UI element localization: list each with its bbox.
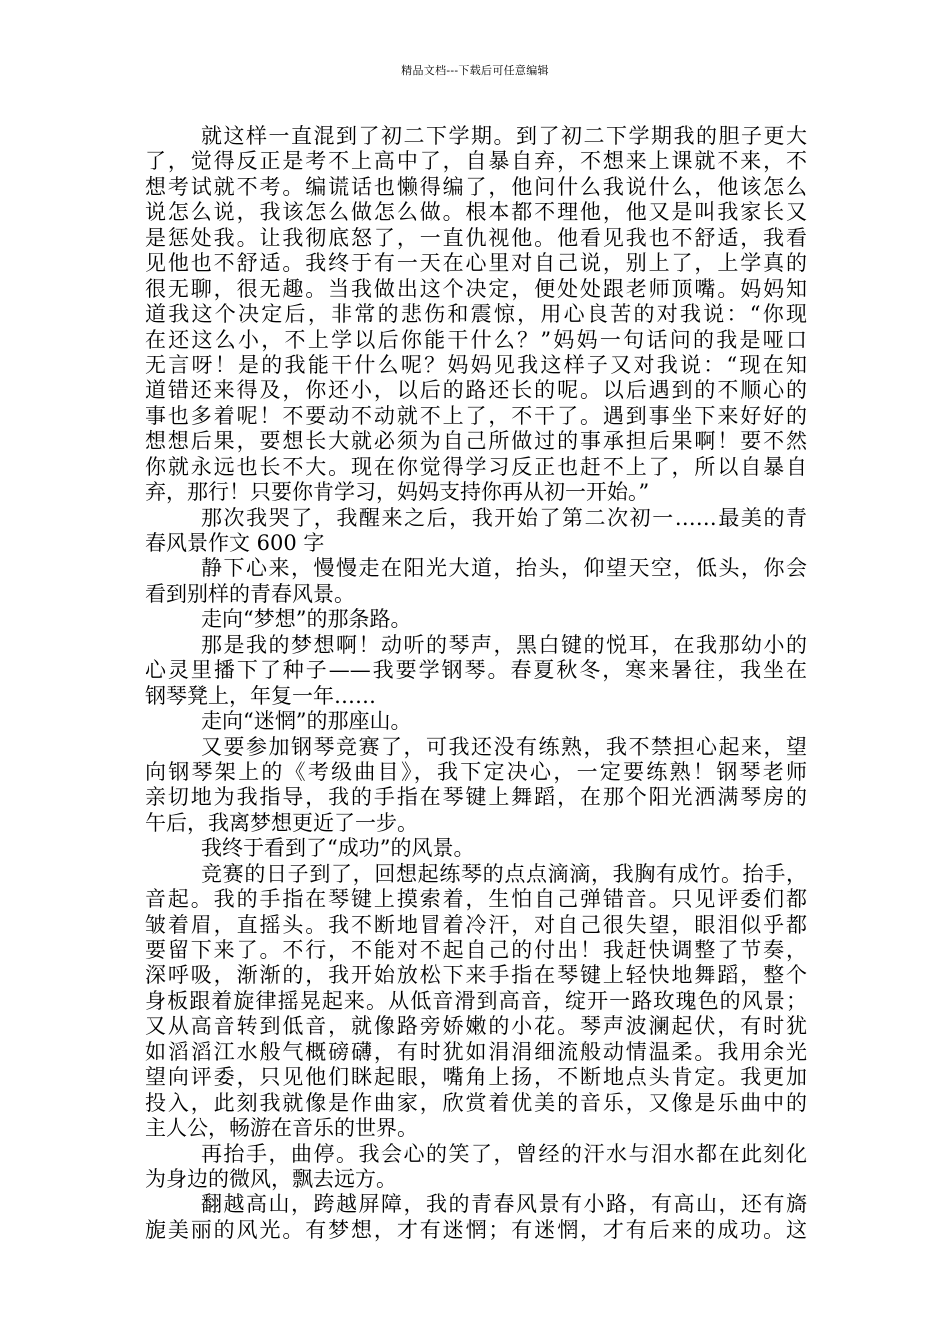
text-line: 又从高音转到低音，就像路旁娇嫩的小花。琴声波澜起伏，有时犹 <box>145 1014 807 1039</box>
text-line: 深呼吸，渐渐的，我开始放松下来手指在琴键上轻快地舞蹈，整个 <box>145 963 807 988</box>
text-line: 身板跟着旋律摇晃起来。从低音滑到高音，绽开一路玫瑰色的风景； <box>145 988 807 1013</box>
text-line: 翻越高山，跨越屏障，我的青春风景有小路，有高山，还有旖 <box>201 1192 807 1217</box>
text-line: 走向“梦想”的那条路。 <box>201 607 412 632</box>
text-line: 午后，我离梦想更近了一步。 <box>145 810 418 835</box>
text-line: 再抬手，曲停。我会心的笑了，曾经的汗水与泪水都在此刻化 <box>201 1141 807 1166</box>
text-line: 弃，那行！只要你肯学习，妈妈支持你再从初一开始。” <box>145 480 650 505</box>
text-line: 又要参加钢琴竞赛了，可我还没有练熟，我不禁担心起来，望 <box>201 734 807 759</box>
text-line: 向钢琴架上的《考级曲目》，我下定决心，一定要练熟！钢琴老师 <box>145 759 807 784</box>
paragraph <box>145 506 807 557</box>
text-line: 无言呀！是的我能干什么呢？妈妈见我这样子又对我说：“现在知 <box>145 352 807 377</box>
text-line: 就这样一直混到了初二下学期。到了初二下学期我的胆子更大 <box>201 124 807 148</box>
text-line: 如滔滔江水般气概磅礴，有时犹如涓涓细流般动情温柔。我用余光 <box>145 1039 807 1064</box>
text-line: 投入，此刻我就像是作曲家，欣赏着优美的音乐，又像是乐曲中的 <box>145 1090 807 1115</box>
paragraph <box>145 836 807 861</box>
text-line: 事也多着呢！不要动不动就不上了，不干了。遇到事坐下来好好的 <box>145 403 807 428</box>
page-header: 精品文档---下载后可任意编辑 <box>401 64 549 77</box>
text-line: 主人公，畅游在音乐的世界。 <box>145 1116 418 1141</box>
text-line: 很无聊，很无趣。当我做出这个决定，便处处跟老师顶嘴。妈妈知 <box>145 276 807 301</box>
text-line: 看到别样的青春风景。 <box>145 581 355 606</box>
text-line: 想想后果，要想长大就必须为自己所做过的事承担后果啊！要不然 <box>145 429 807 454</box>
text-line: 是惩处我。让我彻底怒了，一直仇视他。他看见我也不舒适，我看 <box>145 225 807 250</box>
text-line: 那次我哭了，我醒来之后，我开始了第二次初一……最美的青 <box>201 505 807 530</box>
text-line: 竞赛的日子到了，回想起练琴的点点滴滴，我胸有成竹。抬手， <box>201 861 807 886</box>
text-line: 钢琴凳上，年复一年…… <box>145 683 376 708</box>
text-line: 旎美丽的风光。有梦想，才有迷惘；有迷惘，才有后来的成功。这 <box>145 1217 807 1242</box>
paragraph <box>145 633 807 709</box>
text-line: 道我这个决定后，非常的悲伤和震惊，用心良苦的对我说：“你现 <box>145 302 807 327</box>
text-line: 见他也不舒适。我终于有一天在心里对自己说，别上了，上学真的 <box>145 251 807 276</box>
text-line: 说怎么说，我该怎么做怎么做。根本都不理他，他又是叫我家长又 <box>145 200 807 225</box>
text-line: 我终于看到了“成功”的风景。 <box>201 836 475 861</box>
text-line: 皱着眉，直摇头。我不断地冒着冷汗，对自己很失望，眼泪似乎都 <box>145 912 807 937</box>
text-line: 亲切地为我指导，我的手指在琴键上舞蹈，在那个阳光洒满琴房的 <box>145 785 807 810</box>
text-line: 要留下来了。不行，不能对不起自己的付出！我赶快调整了节奏， <box>145 938 807 962</box>
text-line: 为身边的微风，飘去远方。 <box>145 1166 397 1191</box>
document-body <box>145 124 807 1243</box>
text-line: 了，觉得反正是考不上高中了，自暴自弃，不想来上课就不来，不 <box>145 149 807 174</box>
paragraph <box>145 556 807 607</box>
paragraph <box>145 735 807 837</box>
paragraph <box>145 607 807 632</box>
text-line: 静下心来，慢慢走在阳光大道，抬头，仰望天空，低头，你会 <box>201 556 807 581</box>
paragraph <box>145 709 807 734</box>
paragraph <box>145 1192 807 1243</box>
text-line: 那是我的梦想啊！动听的琴声，黑白键的悦耳，在我那幼小的 <box>201 632 807 657</box>
text-line: 望向评委，只见他们眯起眼，嘴角上扬，不断地点头肯定。我更加 <box>145 1065 807 1090</box>
paragraph <box>145 862 807 1142</box>
text-line: 想考试就不考。编谎话也懒得编了，他问什么我说什么，他该怎么 <box>145 174 807 199</box>
text-line: 道错还来得及，你还小，以后的路还长的呢。以后遇到的不顺心的 <box>145 378 807 403</box>
paragraph <box>145 124 807 506</box>
text-line: 春风景作文 600 字 <box>145 531 325 555</box>
text-line: 音起。我的手指在琴键上摸索着，生怕自己弹错音。只见评委们都 <box>145 887 807 912</box>
paragraph <box>145 1142 807 1193</box>
text-line: 你就永远也长不大。现在你觉得学习反正也赶不上了，所以自暴自 <box>145 454 807 479</box>
text-line: 走向“迷惘”的那座山。 <box>201 709 412 734</box>
text-line: 在还这么小，不上学以后你能干什么？”妈妈一句话问的我是哑口 <box>145 327 807 352</box>
text-line: 心灵里播下了种子——我要学钢琴。春夏秋冬，寒来暑往，我坐在 <box>145 658 807 683</box>
